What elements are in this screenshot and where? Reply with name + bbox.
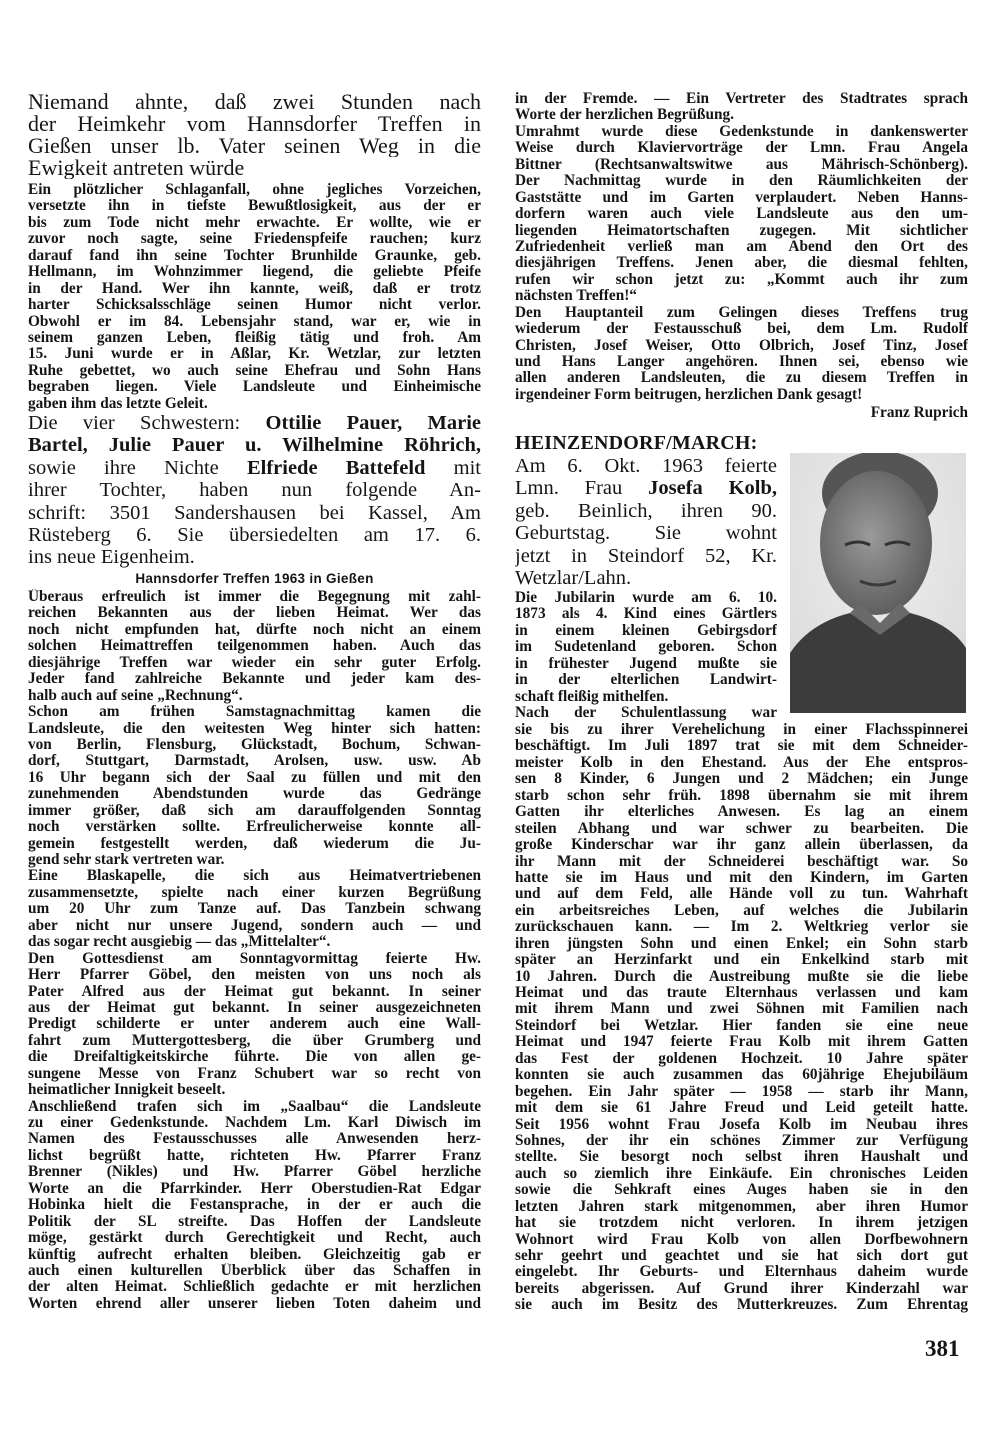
text-line: eingelebt. Ihr Geburts- und Elternhaus daheim wurde — [515, 1264, 968, 1281]
text-line: bereits abgerissen. Auf Grund ihrer Kinderzahl war — [515, 1280, 968, 1297]
text-line: fahrt zum Muttergottesberg, die über Grumberg und — [28, 1032, 481, 1049]
bold-name: Ottilie Pauer, Marie — [265, 412, 481, 434]
paragraph — [515, 124, 968, 305]
text-line: Bittner (Rechtsanwaltswitwe aus Mährisch-Schönberg). — [515, 156, 968, 173]
text-line: Niemand ahnte, daß zwei Stunden nach — [28, 91, 481, 113]
text-line: Namen des Festausschusses alle Anwesenden herz- — [28, 1131, 481, 1148]
text-line — [515, 477, 777, 499]
birthday-text — [515, 722, 968, 1314]
text-line: heimatlicher Innigkeit beseelt. — [28, 1082, 226, 1099]
text-line — [28, 434, 481, 456]
text-line: Heimat und 1947 feierte Frau Kolb mit ihrem Gatten — [515, 1034, 968, 1051]
text-line: stellte. Sie besorgt noch selbst ihren Haushalt und — [515, 1149, 968, 1166]
text-line: zunehmenden Abendstunden wurde das Gedränge — [28, 786, 481, 803]
text-line: 15. Juni wurde er in Aßlar, Kr. Wetzlar, zur letzten — [28, 346, 481, 363]
text-line: mit dem sie 61 Jahre Freud und Leid geteilt hatte. — [515, 1100, 968, 1117]
text-line: begehen. Ein Jahr später — 1958 — starb ihr Mann, — [515, 1083, 968, 1100]
text-line: diesjährige Treffen war wieder ein sehr guter Erfolg. — [28, 654, 481, 671]
bold-name: Josefa Kolb, — [648, 477, 777, 500]
text-line: künftig aufrecht erhalten bleiben. Gleichzeitig gab er — [28, 1246, 481, 1263]
text-line: starb schon sehr früh. 1898 übernahm sie mit ihrem — [515, 787, 968, 804]
text-line: Umrahmt wurde diese Gedenkstunde in dankenswerter — [515, 123, 968, 140]
text-line — [28, 457, 481, 479]
text-line: Ruhe gebettet, wo auch seine Ehefrau und Sohn Hans — [28, 362, 481, 379]
text-line: zuvor noch sagte, seine Friedenspfeife rauchen; kurz — [28, 231, 481, 248]
text-line: hat sie trotzdem nicht verloren. In ihrem jetzigen — [515, 1215, 968, 1232]
text-line: ins neue Eigenheim. — [28, 546, 195, 569]
treffen-article-continued — [515, 91, 968, 403]
text-line: ihr Mann mit der Schneiderei beschäftigt war. So — [515, 853, 968, 870]
text-line: von Berlin, Flensburg, Glückstadt, Bochum, Schwan- — [28, 736, 481, 753]
paragraph — [515, 91, 968, 124]
text-line: Geburtstag. Sie wohnt — [515, 522, 777, 545]
text-line: 10 Jahren. Durch die Austreibung mußte sie die liebe — [515, 968, 968, 985]
paragraph — [28, 704, 481, 868]
text-line: auch so ziemlich ihre Einkäufe. Ein chronisches Leiden — [515, 1165, 968, 1182]
text-line: Wetzlar/Lahn. — [515, 566, 632, 589]
text-line: möge, gestärkt durch Gerechtigkeit und Recht, auch — [28, 1230, 481, 1247]
text-line: in frühester Jugend mußte sie — [515, 655, 777, 672]
text-line: begraben liegen. Viele Landsleute und Einheimische — [28, 379, 481, 396]
treffen-heading: Hannsdorfer Treffen 1963 in Gießen — [135, 571, 374, 586]
text-segment: mit — [425, 456, 481, 479]
text-line: ein arbeitsreiches Leben, auf welches die Jubilarin — [515, 902, 968, 919]
new-address-notice — [28, 412, 481, 569]
text-line: Worte der herzlichen Begrüßung. — [515, 107, 734, 124]
paragraph — [28, 182, 481, 412]
text-line: das Fest der goldenen Hochzeit. 10 Jahre später — [515, 1050, 968, 1067]
obituary-text — [28, 182, 481, 412]
text-line: Hellmann, im Wohnzimmer liegend, die geliebte Pfeife — [28, 264, 481, 281]
paragraph — [28, 868, 481, 950]
text-line: Weise durch Klaviervorträge der Lmn. Frau Angela — [515, 140, 968, 157]
text-line: nächsten Treffen!“ — [515, 288, 637, 305]
text-line: die Dreifaltigkeitskirche führte. Die von allen ge- — [28, 1049, 481, 1066]
text-line: seinem ganzen Leben, fleißig tätig und froh. Am — [28, 329, 481, 346]
text-segment: Lmn. Frau — [515, 477, 649, 500]
text-line: 1873 als 4. Kind eines Gärtlers — [515, 606, 777, 623]
text-line: noch verstärken sollte. Erfreulicherweise konnte all- — [28, 819, 481, 836]
text-line: diesjährigen Treffens. Jenen aber, die diesmal fehlten, — [515, 255, 968, 272]
text-line: beschäftigt. Im Juli 1897 trat sie mit dem Schneider- — [515, 738, 968, 755]
text-line: Nach der Schulentlassung war — [515, 705, 777, 722]
text-line: steilen Abhang und war schwer zu bearbeiten. Die — [515, 820, 968, 837]
text-line: zurückschauen kann. — Im 2. Weltkrieg verlor sie — [515, 919, 968, 936]
page-number: 381 — [925, 1336, 960, 1361]
text-line: jetzt in Steindorf 52, Kr. — [515, 544, 777, 567]
text-line: Schon am frühen Samstagnachmittag kamen die — [28, 704, 481, 721]
text-line: konnten sie auch zusammen das 60jährige Ehejubiläum — [515, 1067, 968, 1084]
text-line: schaft fleißig mithelfen. — [515, 688, 669, 705]
text-line: in der Fremde. — Ein Vertreter des Stadtrates sprach — [515, 91, 968, 107]
text-line: um 20 Uhr zum Tanze auf. Das Tanzbein schwang — [28, 901, 481, 918]
text-line: das sogar recht ausgiebig — das „Mittelalter“. — [28, 934, 331, 951]
text-line: Worte an die Pfarrkinder. Herr Oberstudien-Rat Edgar — [28, 1180, 481, 1197]
text-line: Gatten ihr elterliches Anwesen. Es lag an einem — [515, 804, 968, 821]
birthday-text-narrow — [515, 590, 777, 722]
text-line — [28, 412, 481, 434]
paragraph — [515, 455, 777, 589]
text-line: große Kinderschar war ihr ganz allein überlassen, da — [515, 837, 968, 854]
text-line: liegenden Heimatortschaften zugegen. Mit sichtlicher — [515, 222, 968, 239]
text-line: bis zum Tode nicht mehr erwachte. Er wollte, wie er — [28, 214, 481, 231]
paragraph — [28, 1099, 481, 1313]
text-line: sen 8 Kinder, 6 Jungen und 2 Mädchen; ein Junge — [515, 771, 968, 788]
text-line: in einem kleinen Gebirgsdorf — [515, 622, 777, 639]
text-line: Predigt schilderte er unter anderem auch eine Wall- — [28, 1016, 481, 1033]
text-line: Am 6. Okt. 1963 feierte — [515, 455, 777, 477]
text-line: geb. Beinlich, ihren 90. — [515, 499, 777, 522]
text-line: Den Gottesdienst am Sonntagvormittag feierte Hw. — [28, 950, 481, 967]
paragraph — [28, 589, 481, 704]
text-line: Seit 1956 wohnt Frau Josefa Kolb im Neubau ihres — [515, 1116, 968, 1133]
text-line: rufen wir schon jetzt zu: „Kommt auch ihr zum — [515, 271, 968, 288]
text-line: Christen, Josef Weiser, Otto Olbrich, Josef Tinz, Josef — [515, 337, 968, 354]
text-line: Eine Blaskapelle, die sich aus Heimatvertriebenen — [28, 868, 481, 885]
text-line: Worten ehrend aller unserer lieben Toten daheim und — [28, 1295, 481, 1312]
paragraph — [515, 590, 777, 705]
text-line: in der elterlichen Landwirt- — [515, 672, 777, 689]
text-line: Wohnort wird Frau Kolb von allen Dorfbewohnern — [515, 1231, 968, 1248]
text-line: noch nicht empfunden hat, dürfte noch nicht an einem — [28, 621, 481, 638]
paragraph — [28, 412, 481, 569]
text-line: Brenner (Nikles) und Hw. Pfarrer Göbel herzliche — [28, 1164, 481, 1181]
text-line: der Heimkehr vom Hannsdorfer Treffen in — [28, 113, 481, 135]
text-line: reichen Bekannten aus der lieben Heimat. Wer das — [28, 605, 481, 622]
text-line: Jeder fand zahlreiche Bekannte und jeder kam des- — [28, 671, 481, 688]
author-signature: Franz Ruprich — [870, 404, 968, 421]
text-line: lichst begrüßt hatte, richteten Hw. Pfarrer Franz — [28, 1147, 481, 1164]
text-line: solchen Heimattreffen teilgenommen haben. Auch das — [28, 638, 481, 655]
text-line: versetzte ihn in tiefste Bewußtlosigkeit, aus der er — [28, 198, 481, 215]
text-line: sie bis zu ihrer Verehelichung in einer Flachsspinnerei — [515, 722, 968, 738]
treffen-article — [28, 589, 481, 1312]
text-line: Den Hauptanteil zum Gelingen dieses Treffens trug — [515, 304, 968, 321]
text-line: 16 Uhr begann sich der Saal zu füllen und mit den — [28, 769, 481, 786]
text-line: Obwohl er im 84. Lebensjahr stand, war er, wie in — [28, 313, 481, 330]
text-line: sowie die Sehkraft eines Auges haben sie in den — [515, 1182, 968, 1199]
text-line: Rüsteberg 6. Sie übersiedelten am 17. 6. — [28, 523, 481, 546]
text-line: wiederum der Festausschuß bei, dem Lm. Rudolf — [515, 321, 968, 338]
text-line: mit ihrem Mann und zwei Söhnen mit Familien nach — [515, 1001, 968, 1018]
text-segment: Die vier Schwestern: — [28, 412, 266, 434]
paragraph — [28, 91, 481, 179]
text-line: gemein festgestellt werden, daß wiederum die Ju- — [28, 835, 481, 852]
text-line: sehr geehrt und geachtet und sie hat sich dort gut — [515, 1248, 968, 1264]
text-line: der alten Heimat. Schließlich gedachte er mit herzlichen — [28, 1279, 481, 1296]
text-line: ihren jüngsten Sohn und einen Enkel; ein Sohn starb — [515, 935, 968, 952]
text-line: immer größer, daß sich am darauffolgenden Sonntag — [28, 802, 481, 819]
text-line: allen anderen Landsleuten, die zu diesem Treffen in — [515, 370, 968, 387]
text-line: Herr Pfarrer Göbel, den meisten von uns noch als — [28, 967, 481, 984]
text-line: harter Schicksalsschläge seinen Humor nicht verlor. — [28, 297, 481, 314]
heinzendorf-heading: HEINZENDORF/MARCH: — [515, 432, 758, 454]
text-line: hatte sie im Haus und mit den Kindern, im Garten — [515, 869, 968, 886]
text-line: schrift: 3501 Sandershausen bei Kassel, Am — [28, 501, 481, 524]
text-line: Ewigkeit antreten würde — [28, 157, 245, 179]
text-line: Pater Alfred aus der Heimat gut bekannt. In seiner — [28, 983, 481, 1000]
text-line: dorf, Stuttgart, Darmstadt, Arolsen, usw. usw. Ab — [28, 753, 481, 770]
text-line: dorfern waren auch viele Landsleute aus den um- — [515, 206, 968, 223]
text-line: in der Hand. Wer ihn kannte, weiß, daß er trotz — [28, 280, 481, 297]
text-line: Landsleute, die den weitesten Weg hinter sich hatten: — [28, 720, 481, 737]
paragraph — [515, 705, 777, 721]
paragraph — [28, 951, 481, 1099]
text-line: meister Kolb in den Ehestand. Aus der Ehe entspros- — [515, 754, 968, 771]
text-line: Heimat und das traute Elternhaus verlassen und kam — [515, 985, 968, 1001]
text-line: Gaststätte und im Garten verplaudert. Neben Hanns- — [515, 189, 968, 206]
text-line: später an Herzinfarkt und ein Enkelkind starb mit — [515, 952, 968, 969]
text-line: sungene Messe von Franz Schubert war so recht von — [28, 1065, 481, 1082]
text-line: irgendeiner Form beitrugen, herzlichen Dank gesagt! — [515, 386, 863, 403]
text-line: gend sehr stark vertreten war. — [28, 852, 225, 868]
text-segment: sowie ihre Nichte — [28, 456, 247, 479]
text-line: sie auch im Besitz des Mutterkreuzes. Zum Ehrentag — [515, 1297, 968, 1314]
text-line: darauf fand ihn seine Tochter Brunhilde Graunke, geb. — [28, 247, 481, 264]
obituary-headline — [28, 91, 481, 179]
bold-name: Bartel, Julie Pauer u. Wilhelmine Röhrich, — [28, 434, 481, 457]
text-line: Überaus erfreulich ist immer die Begegnung mit zahl- — [28, 589, 481, 605]
text-line: Der Nachmittag wurde in den Räumlichkeiten der — [515, 173, 968, 190]
text-line: und Hans Langer angehören. Ihnen sei, ebenso wie — [515, 354, 968, 370]
bold-name: Elfriede Battefeld — [246, 456, 426, 479]
text-line: zu einer Gedenkstunde. Nachdem Lm. Karl Diwisch im — [28, 1115, 481, 1131]
text-line: Sohnes, der ihr ein schönes Zimmer zur Verfügung — [515, 1132, 968, 1149]
text-line: Zufriedenheit verließ man am Abend den Ort des — [515, 238, 968, 255]
portrait-photo — [790, 453, 966, 713]
paragraph — [515, 722, 968, 1314]
text-line: halb auch auf seine „Rechnung“. — [28, 687, 243, 704]
text-line: Politik der SL streifte. Das Hoffen der Landsleute — [28, 1213, 481, 1230]
text-line: Ein plötzlicher Schlaganfall, ohne jegliches Vorzeichen, — [28, 182, 481, 198]
text-line: Die Jubilarin wurde am 6. 10. — [515, 590, 777, 606]
text-line: aus der Heimat gut bekannt. In seiner ausgezeichneten — [28, 999, 481, 1016]
birthday-announcement — [515, 455, 777, 589]
text-line: ihrer Tochter, haben nun folgende An- — [28, 479, 481, 502]
paragraph — [515, 305, 968, 404]
text-line: zusammensetzte, spielte nach einer kurzen Begrüßung — [28, 884, 481, 901]
text-line: Anschließend trafen sich im „Saalbau“ die Landsleute — [28, 1098, 481, 1115]
portrait-image — [790, 453, 966, 713]
text-line: aber nicht nur unsere Jugend, sondern auch — und — [28, 917, 481, 934]
text-line: im Sudetenland geboren. Schon — [515, 639, 777, 656]
text-line: Steindorf bei Wetzlar. Hier fanden sie eine neue — [515, 1017, 968, 1034]
text-line: letzten Jahren stark mitgenommen, aber ihren Humor — [515, 1198, 968, 1215]
text-line: gaben ihm das letzte Geleit. — [28, 395, 208, 412]
text-line: Gießen unser lb. Vater seinen Weg in die — [28, 135, 481, 157]
text-line: und auf dem Feld, alle Hände voll zu tun. Wahrhaft — [515, 886, 968, 903]
text-line: auch einen kulturellen Überblick über das Schaffen in — [28, 1262, 481, 1279]
text-line: Hobinka hielt die Festansprache, in der er auch die — [28, 1197, 481, 1214]
